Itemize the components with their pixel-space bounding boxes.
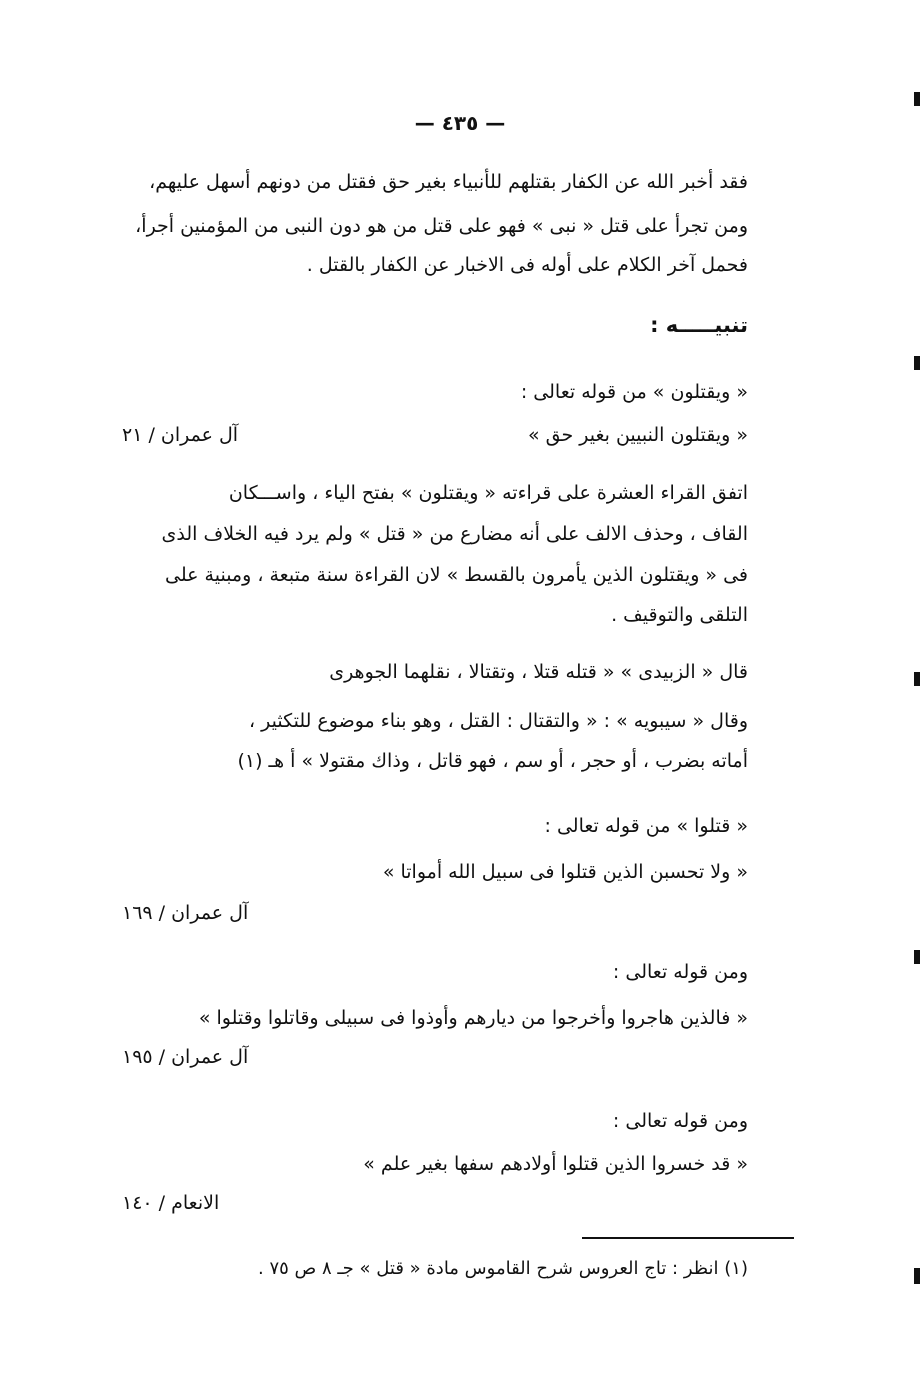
section-heading: تنبيـــــه : — [650, 313, 748, 337]
page-number: — ٤٣٥ — — [414, 111, 506, 135]
block-1-verse: « ويقتلون النبيين بغير حق » — [527, 424, 748, 446]
block-4-verse: « قد خسروا الذين قتلوا أولادهم سفها بغير علم » — [363, 1153, 748, 1175]
block-2-verse: « ولا تحسبن الذين قتلوا فى سبيل الله أمواتا » — [382, 861, 748, 883]
block-1-reference: آل عمران / ٢١ — [122, 424, 239, 446]
footnote: (١) انظر : تاج العروس شرح القاموس مادة « قتل » جـ ٨ ص ٧٥ . — [257, 1258, 748, 1279]
paragraph-2-line-1: اتفق القراء العشرة على قراءته « ويقتلون » بفتح الياء ، واســـكان — [228, 482, 748, 504]
block-3-intro: ومن قوله تعالى : — [612, 961, 748, 983]
paragraph-4-line-2: أماته بضرب ، أو حجر ، أو سم ، فهو قاتل ، وذاك مقتولا » أ هـ (١) — [237, 750, 748, 772]
scan-edge-mark — [914, 1268, 920, 1284]
block-2-reference: آل عمران / ١٦٩ — [122, 902, 249, 924]
paragraph-1-line-1: فقد أخبر الله عن الكفار بقتلهم للأنبياء بغير حق فقتل من دونهم أسهل عليهم، — [149, 171, 748, 193]
block-4-reference: الانعام / ١٤٠ — [122, 1192, 220, 1214]
footnote-separator — [582, 1237, 794, 1239]
block-3-verse: « فالذين هاجروا وأخرجوا من ديارهم وأوذوا فى سبيلى وقاتلوا وقتلوا » — [198, 1007, 748, 1029]
block-2-intro: « قتلوا » من قوله تعالى : — [544, 815, 748, 837]
scan-edge-mark — [914, 672, 920, 686]
paragraph-3: قال « الزبيدى » « قتله قتلا ، وتقتالا ، نقلهما الجوهرى — [329, 661, 748, 683]
paragraph-2-line-4: التلقى والتوقيف . — [611, 604, 748, 626]
scan-edge-mark — [914, 356, 920, 370]
paragraph-2-line-3: فى « ويقتلون الذين يأمرون بالقسط » لان القراءة سنة متبعة ، ومبنية على — [165, 564, 748, 586]
block-1-intro: « ويقتلون » من قوله تعالى : — [520, 381, 748, 403]
paragraph-4-line-1: وقال « سيبويه » : « والتقتال : القتل ، وهو بناء موضوع للتكثير ، — [248, 710, 748, 732]
block-3-reference: آل عمران / ١٩٥ — [122, 1046, 249, 1068]
block-4-intro: ومن قوله تعالى : — [612, 1110, 748, 1132]
paragraph-2-line-2: القاف ، وحذف الالف على أنه مضارع من « قتل » ولم يرد فيه الخلاف الذى — [161, 523, 748, 545]
paragraph-1-line-3: فحمل آخر الكلام على أوله فى الاخبار عن الكفار بالقتل . — [306, 254, 748, 276]
scan-edge-mark — [914, 950, 920, 964]
scan-edge-mark — [914, 92, 920, 106]
paragraph-1-line-2: ومن تجرأ على قتل « نبى » فهو على قتل من هو دون النبى من المؤمنين أجرأ، — [135, 215, 748, 237]
